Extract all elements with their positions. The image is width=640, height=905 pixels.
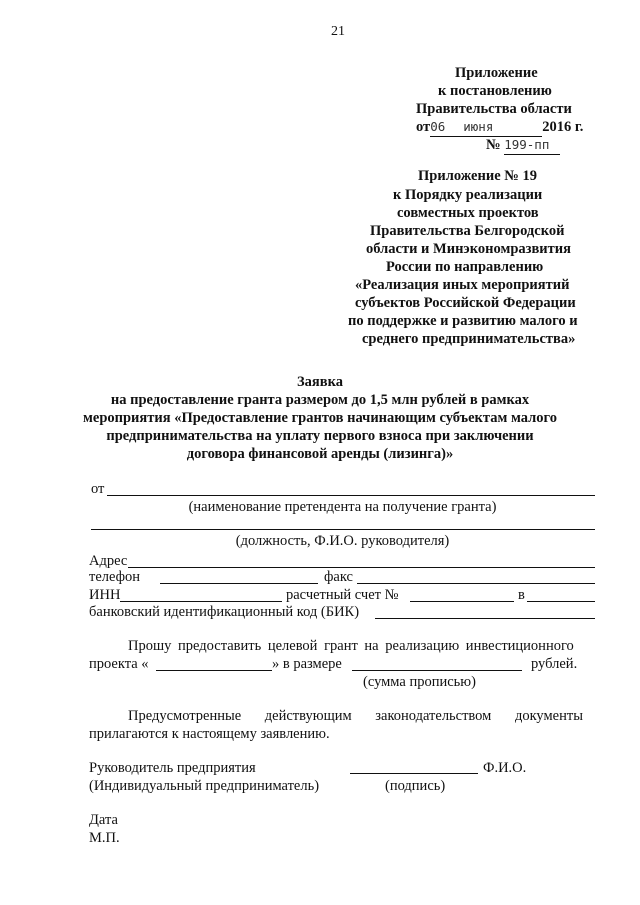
seal-label: М.П. (89, 830, 120, 846)
appendix-19-line: к Порядку реализации (393, 187, 543, 203)
date-label: Дата (89, 812, 118, 828)
phone-field[interactable] (160, 583, 318, 584)
project-prefix: проекта « (89, 656, 149, 672)
documents-line: Предусмотренные действующим законодательством документы (128, 708, 583, 724)
bank-in-label: в (518, 587, 525, 603)
rubles-label: рублей. (531, 656, 578, 672)
date-from-prefix: от (416, 119, 431, 135)
date-day: 06 (430, 119, 446, 134)
from-label: от (91, 481, 105, 497)
project-name-field[interactable] (156, 670, 272, 671)
resolution-date-line (416, 119, 583, 137)
application-subtitle-line: договора финансовой аренды (лизинга)» (186, 446, 454, 462)
resolution-number: 199-пп (504, 137, 550, 152)
inn-field[interactable] (120, 601, 282, 602)
page-number: 21 (331, 24, 345, 39)
applicant-name-field[interactable] (107, 495, 595, 496)
position-name-field[interactable] (91, 529, 595, 530)
application-subtitle-line: мероприятия «Предоставление грантов начинающим субъектам малого (83, 410, 557, 426)
amount-field[interactable] (352, 670, 522, 671)
application-subtitle-line: предпринимательства на уплату первого взноса при заключении (106, 428, 534, 444)
bik-label: банковский идентификационный код (БИК) (89, 604, 360, 620)
appendix-19-line: Приложение № 19 (418, 168, 537, 184)
phone-label: телефон (89, 569, 141, 585)
signature-field[interactable] (350, 773, 478, 774)
application-heading: Заявка (297, 374, 343, 390)
appendix-19-line: среднего предпринимательства» (362, 331, 576, 347)
appendix-19-line: Правительства Белгородской (370, 223, 565, 239)
project-suffix: » в размере (272, 656, 342, 672)
application-subtitle-line: на предоставление гранта размером до 1,5 млн рублей в рамках (110, 392, 530, 408)
resolution-number-line (486, 137, 560, 155)
signature-caption: (подпись) (385, 778, 446, 794)
bank-name-field[interactable] (527, 601, 595, 602)
number-prefix: № (486, 137, 501, 153)
applicant-name-caption: (наименование претендента на получение гранта) (188, 499, 497, 515)
address-label: Адрес (89, 553, 128, 569)
ip-label: (Индивидуальный предприниматель) (89, 778, 320, 794)
bik-field[interactable] (375, 618, 595, 619)
appendix-19-line: области и Минэкономразвития (366, 241, 571, 257)
account-field[interactable] (410, 601, 514, 602)
appendix-to-resolution: к постановлению (438, 83, 552, 99)
fax-label: факс (324, 569, 353, 585)
appendix-19-line: «Реализация иных мероприятий (355, 277, 570, 293)
inn-label: ИНН (89, 587, 121, 603)
appendix-19-line: совместных проектов (397, 205, 539, 221)
head-label: Руководитель предприятия (89, 760, 256, 776)
amount-caption: (сумма прописью) (363, 674, 476, 690)
request-line: Прошу предоставить целевой грант на реализацию инвестиционного (128, 638, 574, 654)
account-label: расчетный счет № (286, 587, 399, 603)
appendix-title: Приложение (455, 65, 538, 81)
address-field[interactable] (128, 567, 595, 568)
date-year: 2016 г. (542, 119, 584, 135)
fio-label: Ф.И.О. (483, 760, 527, 776)
appendix-19-line: по поддержке и развитию малого и (348, 313, 578, 329)
position-caption: (должность, Ф.И.О. руководителя) (235, 533, 450, 549)
appendix-19-line: России по направлению (386, 259, 544, 275)
appendix-government: Правительства области (416, 101, 572, 117)
fax-field[interactable] (357, 583, 595, 584)
appendix-19-line: субъектов Российской Федерации (355, 295, 576, 311)
date-month: июня (463, 119, 494, 134)
documents-line: прилагаются к настоящему заявлению. (89, 726, 330, 742)
